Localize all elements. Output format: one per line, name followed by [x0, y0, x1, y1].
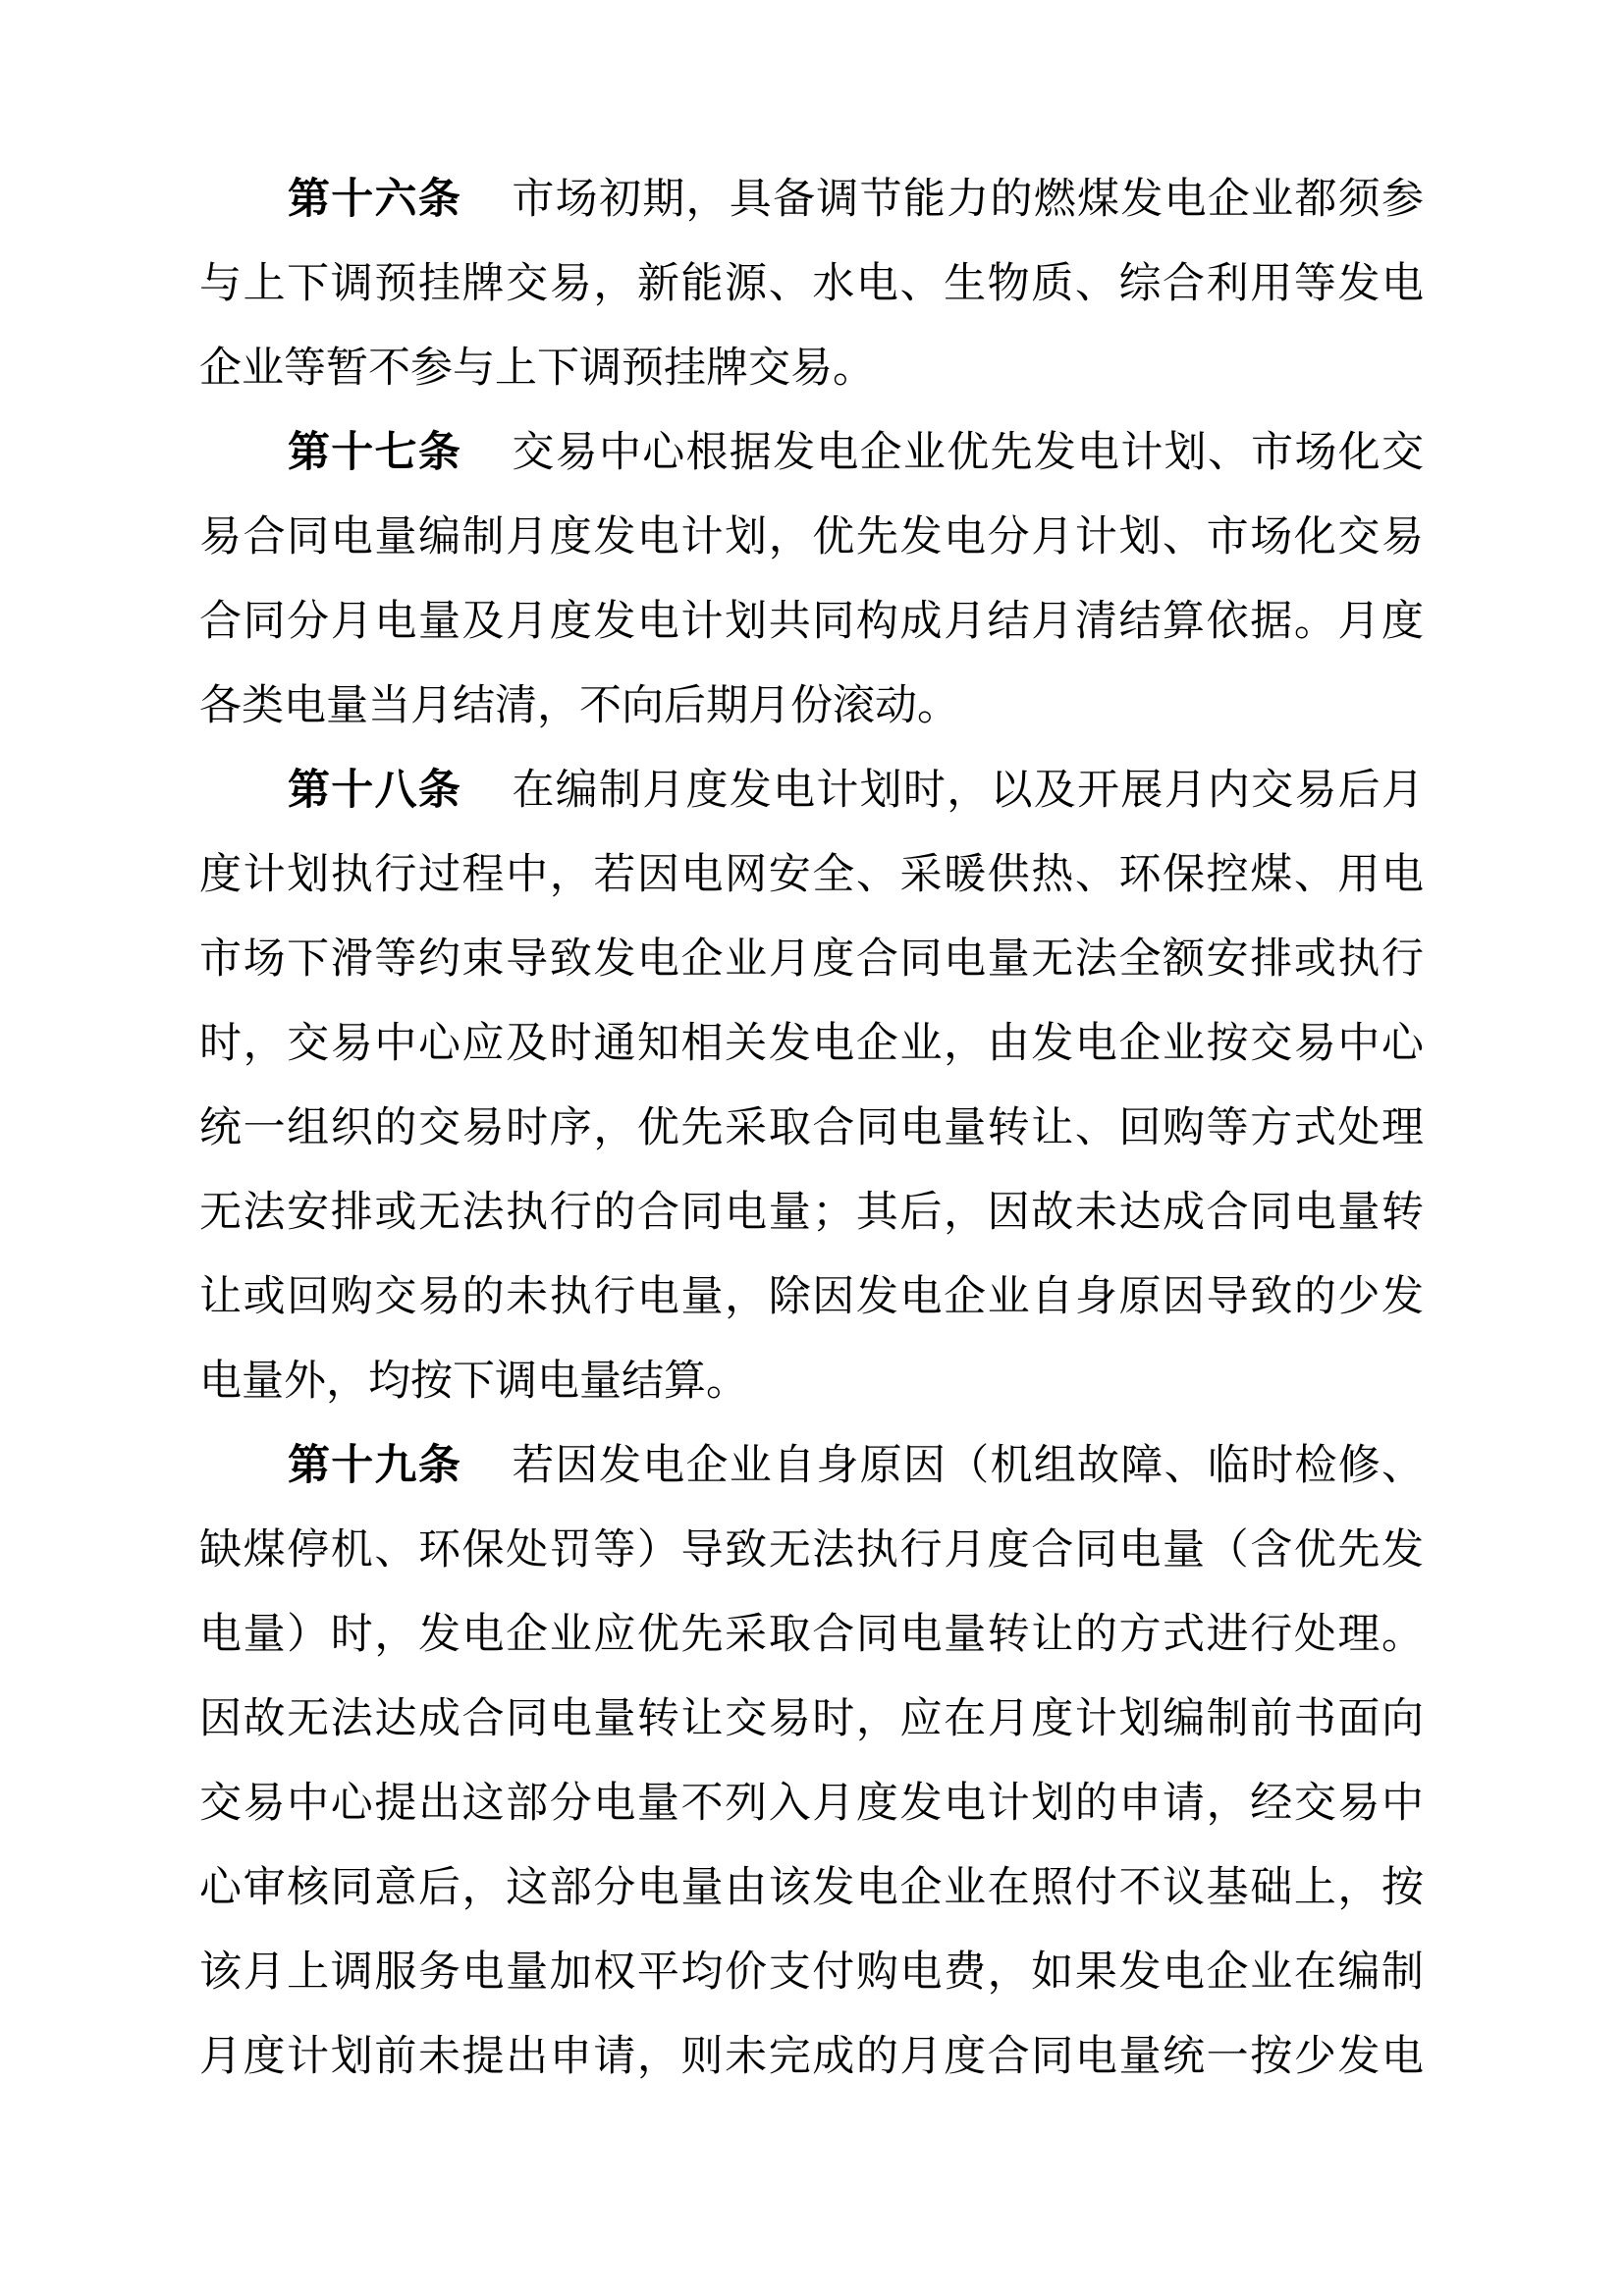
line-text: 度计划执行过程中，若因电网安全、采暖供热、环保控煤、用电: [199, 852, 1424, 898]
text-line: [199, 411, 1424, 496]
line-text: 月度计划前未提出申请，则未完成的月度合同电量统一按少发电: [199, 2034, 1424, 2080]
line-text: 在编制月度发电计划时，以及开展月内交易后月: [511, 768, 1424, 814]
heading-gap: [461, 212, 511, 213]
line-text: 市场初期，具备调节能力的燃煤发电企业都须参: [511, 177, 1424, 223]
text-line: [199, 1678, 1424, 1762]
text-line: [199, 158, 1424, 242]
text-line: [199, 665, 1424, 749]
article-number: 第十七条: [288, 430, 462, 476]
heading-gap: [461, 465, 511, 466]
line-text: 市场下滑等约束导致发电企业月度合同电量无法全额安排或执行: [199, 936, 1424, 983]
line-text: 电量外，均按下调电量结算。: [199, 1359, 748, 1405]
heading-gap: [461, 803, 511, 804]
line-text: 心审核同意后，这部分电量由该发电企业在照付不议基础上，按: [199, 1865, 1424, 1911]
text-line: [199, 327, 1424, 411]
text-line: [199, 1424, 1424, 1509]
line-text: 统一组织的交易时序，优先采取合同电量转让、回购等方式处理: [199, 1105, 1424, 1151]
text-line: [199, 749, 1424, 833]
line-text: 时，交易中心应及时通知相关发电企业，由发电企业按交易中心: [199, 1021, 1424, 1067]
line-text: 企业等暂不参与上下调预挂牌交易。: [199, 346, 875, 392]
line-text: 合同分月电量及月度发电计划共同构成月结月清结算依据。月度: [199, 599, 1424, 645]
text-line: [199, 918, 1424, 1002]
text-line: [199, 1340, 1424, 1424]
text-line: [199, 1509, 1424, 1593]
text-line: [199, 2015, 1424, 2100]
text-line: [199, 580, 1424, 665]
line-text: 交易中心根据发电企业优先发电计划、市场化交: [511, 430, 1424, 476]
document-body: [199, 158, 1424, 2100]
text-line: [199, 1762, 1424, 1846]
text-line: [199, 1846, 1424, 1931]
article-number: 第十六条: [288, 177, 462, 223]
text-line: [199, 1931, 1424, 2015]
article-number: 第十九条: [288, 1443, 462, 1489]
text-line: [199, 242, 1424, 327]
line-text: 与上下调预挂牌交易，新能源、水电、生物质、综合利用等发电: [199, 261, 1424, 307]
line-text: 交易中心提出这部分电量不列入月度发电计划的申请，经交易中: [199, 1781, 1424, 1827]
text-line: [199, 1255, 1424, 1340]
text-line: [199, 1087, 1424, 1171]
line-text: 电量）时，发电企业应优先采取合同电量转让的方式进行处理。: [199, 1612, 1424, 1658]
line-text: 让或回购交易的未执行电量，除因发电企业自身原因导致的少发: [199, 1274, 1424, 1320]
heading-gap: [461, 1478, 511, 1479]
text-line: [199, 1171, 1424, 1255]
article-number: 第十八条: [288, 768, 462, 814]
line-text: 缺煤停机、环保处罚等）导致无法执行月度合同电量（含优先发: [199, 1527, 1424, 1574]
line-text: 若因发电企业自身原因（机组故障、临时检修、: [511, 1443, 1424, 1489]
text-line: [199, 833, 1424, 918]
line-text: 无法安排或无法执行的合同电量；其后，因故未达成合同电量转: [199, 1190, 1424, 1236]
line-text: 该月上调服务电量加权平均价支付购电费，如果发电企业在编制: [199, 1949, 1424, 1996]
line-text: 因故无法达成合同电量转让交易时，应在月度计划编制前书面向: [199, 1696, 1424, 1742]
line-text: 易合同电量编制月度发电计划，优先发电分月计划、市场化交易: [199, 514, 1424, 561]
text-line: [199, 1002, 1424, 1087]
text-line: [199, 496, 1424, 580]
line-text: 各类电量当月结清，不向后期月份滚动。: [199, 683, 959, 729]
text-line: [199, 1593, 1424, 1678]
